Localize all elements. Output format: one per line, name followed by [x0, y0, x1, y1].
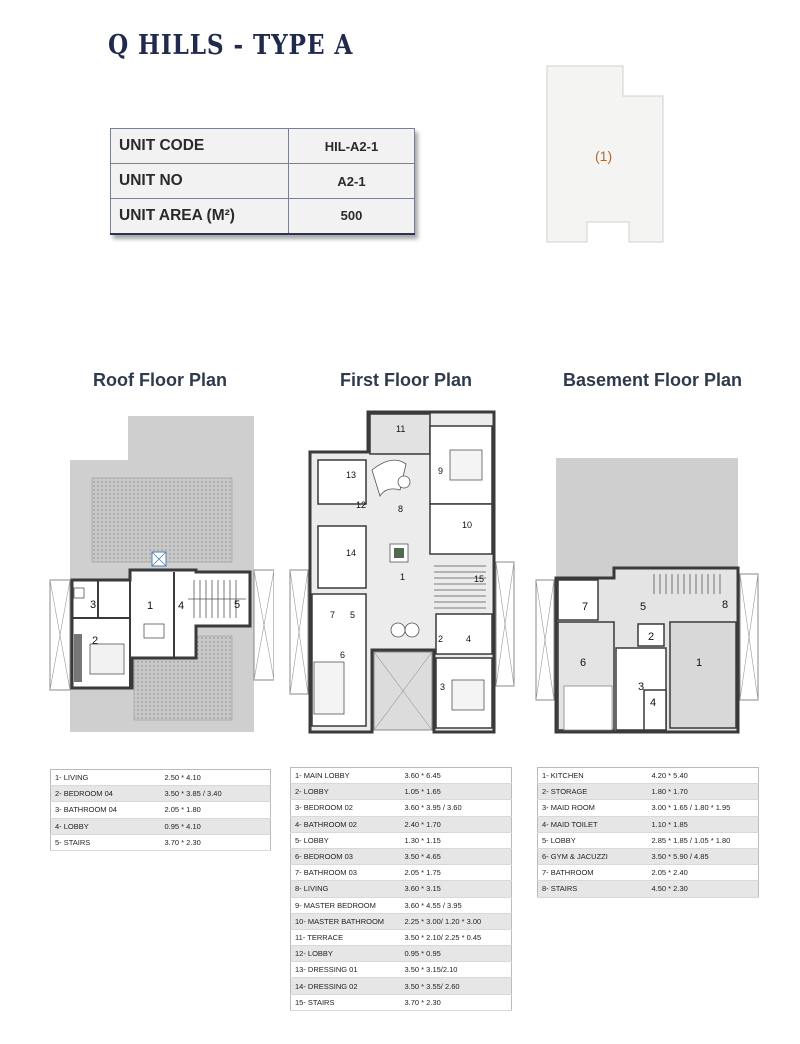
basement-floor-plan — [534, 454, 762, 740]
basement-room-table — [537, 767, 759, 898]
room-size: 2.25 * 3.00/ 1.20 * 3.00 — [401, 913, 512, 929]
room-size: 1.80 * 1.70 — [648, 784, 759, 800]
room-size: 3.50 * 4.65 — [401, 848, 512, 864]
unit-info-table — [110, 128, 415, 235]
room-size: 3.60 * 6.45 — [401, 768, 512, 784]
first-plan-heading: First Floor Plan — [340, 370, 473, 390]
room-size: 3.50 * 2.10/ 2.25 * 0.45 — [401, 929, 512, 945]
room-name: 4- LOBBY — [51, 818, 161, 834]
basement-room-marker: 2 — [648, 631, 655, 643]
room-name: 2- STORAGE — [538, 784, 648, 800]
room-name: 1- LIVING — [51, 770, 161, 786]
room-name: 5- LOBBY — [538, 832, 648, 848]
room-name: 5- LOBBY — [291, 832, 401, 848]
first-room-table — [290, 767, 512, 1011]
room-size: 3.00 * 1.65 / 1.80 * 1.95 — [648, 800, 759, 816]
room-row — [538, 816, 759, 832]
room-name: 3- MAID ROOM — [538, 800, 648, 816]
room-size: 2.40 * 1.70 — [401, 816, 512, 832]
room-row — [291, 800, 512, 816]
room-name: 8- LIVING — [291, 881, 401, 897]
basement-room-marker: 7 — [582, 601, 589, 613]
room-name: 5- STAIRS — [51, 834, 161, 850]
room-name: 8- STAIRS — [538, 881, 648, 897]
first-room-marker: 3 — [440, 682, 446, 692]
room-row — [291, 848, 512, 864]
first-room-marker: 4 — [466, 634, 472, 644]
first-room-marker: 12 — [356, 500, 367, 510]
room-row — [538, 832, 759, 848]
room-name: 7- BATHROOM 03 — [291, 865, 401, 881]
room-row — [51, 834, 271, 850]
room-name: 4- BATHROOM 02 — [291, 816, 401, 832]
unit-code-row — [111, 129, 415, 164]
room-row — [291, 816, 512, 832]
room-size: 2.05 * 1.75 — [401, 865, 512, 881]
roof-floor-plan — [48, 412, 274, 742]
room-row — [51, 770, 271, 786]
room-name: 1- MAIN LOBBY — [291, 768, 401, 784]
unit-no-row — [111, 164, 415, 199]
room-row — [291, 768, 512, 784]
room-size: 4.20 * 5.40 — [648, 768, 759, 784]
first-room-marker: 10 — [462, 520, 473, 530]
room-size: 3.70 * 2.30 — [161, 834, 271, 850]
first-room-marker: 2 — [438, 634, 444, 644]
room-row — [538, 800, 759, 816]
room-size: 0.95 * 4.10 — [161, 818, 271, 834]
room-row — [291, 978, 512, 994]
first-room-marker: 7 — [330, 610, 336, 620]
room-row — [291, 784, 512, 800]
room-name: 3- BEDROOM 02 — [291, 800, 401, 816]
room-name: 6- BEDROOM 03 — [291, 848, 401, 864]
room-size: 1.05 * 1.65 — [401, 784, 512, 800]
first-room-marker: 11 — [396, 424, 406, 434]
room-row — [291, 994, 512, 1010]
room-name: 3- BATHROOM 04 — [51, 802, 161, 818]
room-name: 12- LOBBY — [291, 946, 401, 962]
basement-room-marker: 4 — [650, 697, 657, 709]
room-size: 1.10 * 1.85 — [648, 816, 759, 832]
room-row — [291, 897, 512, 913]
first-room-marker: 1 — [400, 572, 406, 582]
basement-room-marker: 8 — [722, 599, 729, 611]
unit-code-value: HIL-A2-1 — [289, 129, 415, 164]
room-row — [291, 881, 512, 897]
basement-room-marker: 3 — [638, 681, 645, 693]
room-name: 2- BEDROOM 04 — [51, 786, 161, 802]
first-room-marker: 6 — [340, 650, 346, 660]
page-title: Q HILLS - TYPE A — [108, 30, 354, 61]
basement-room-marker: 6 — [580, 657, 587, 669]
room-size: 3.60 * 3.95 / 3.60 — [401, 800, 512, 816]
room-row — [538, 848, 759, 864]
first-room-marker: 15 — [474, 574, 485, 584]
room-size: 3.50 * 5.90 / 4.85 — [648, 848, 759, 864]
room-row — [291, 962, 512, 978]
room-row — [538, 881, 759, 897]
unit-code-label: UNIT CODE — [111, 129, 289, 164]
first-room-marker: 5 — [350, 610, 356, 620]
room-size: 3.50 * 3.55/ 2.60 — [401, 978, 512, 994]
room-name: 13- DRESSING 01 — [291, 962, 401, 978]
room-name: 4- MAID TOILET — [538, 816, 648, 832]
roof-plan-heading: Roof Floor Plan — [93, 370, 227, 390]
roof-room-table — [50, 769, 271, 851]
room-name: 10- MASTER BATHROOM — [291, 913, 401, 929]
first-room-marker: 9 — [438, 466, 444, 476]
room-size: 1.30 * 1.15 — [401, 832, 512, 848]
first-room-marker: 8 — [398, 504, 404, 514]
roof-room-marker: 5 — [234, 599, 241, 611]
room-row — [291, 946, 512, 962]
roof-room-marker: 1 — [147, 600, 154, 612]
room-row — [291, 865, 512, 881]
room-size: 2.05 * 1.80 — [161, 802, 271, 818]
room-size: 3.50 * 3.15/2.10 — [401, 962, 512, 978]
room-size: 3.70 * 2.30 — [401, 994, 512, 1010]
unit-area-row — [111, 199, 415, 234]
room-size: 2.05 * 2.40 — [648, 865, 759, 881]
room-row — [51, 802, 271, 818]
room-name: 11- TERRACE — [291, 929, 401, 945]
room-size: 2.50 * 4.10 — [161, 770, 271, 786]
first-room-marker: 14 — [346, 548, 357, 558]
key-plan-label: (1) — [595, 148, 613, 164]
room-name: 6- GYM & JACUZZI — [538, 848, 648, 864]
room-row — [538, 865, 759, 881]
room-name: 2- LOBBY — [291, 784, 401, 800]
first-room-marker: 13 — [346, 470, 357, 480]
room-size: 0.95 * 0.95 — [401, 946, 512, 962]
room-name: 1- KITCHEN — [538, 768, 648, 784]
room-row — [538, 768, 759, 784]
unit-no-value: A2-1 — [289, 164, 415, 199]
room-row — [291, 832, 512, 848]
basement-plan-heading: Basement Floor Plan — [563, 370, 743, 390]
room-size: 3.50 * 3.85 / 3.40 — [161, 786, 271, 802]
room-name: 15- STAIRS — [291, 994, 401, 1010]
first-floor-plan — [288, 408, 516, 738]
room-row — [291, 929, 512, 945]
room-size: 2.85 * 1.85 / 1.05 * 1.80 — [648, 832, 759, 848]
room-name: 9- MASTER BEDROOM — [291, 897, 401, 913]
basement-room-marker: 1 — [696, 657, 703, 669]
room-row — [291, 913, 512, 929]
roof-room-marker: 3 — [90, 599, 97, 611]
unit-no-label: UNIT NO — [111, 164, 289, 199]
room-name: 7- BATHROOM — [538, 865, 648, 881]
room-size: 3.60 * 3.15 — [401, 881, 512, 897]
unit-area-value: 500 — [289, 199, 415, 234]
room-row — [51, 818, 271, 834]
room-name: 14- DRESSING 02 — [291, 978, 401, 994]
room-row — [538, 784, 759, 800]
room-size: 3.60 * 4.55 / 3.95 — [401, 897, 512, 913]
roof-room-marker: 2 — [92, 635, 99, 647]
roof-room-marker: 4 — [178, 600, 185, 612]
room-row — [51, 786, 271, 802]
basement-room-marker: 5 — [640, 601, 647, 613]
unit-area-label: UNIT AREA (M²) — [111, 199, 289, 234]
room-size: 4.50 * 2.30 — [648, 881, 759, 897]
